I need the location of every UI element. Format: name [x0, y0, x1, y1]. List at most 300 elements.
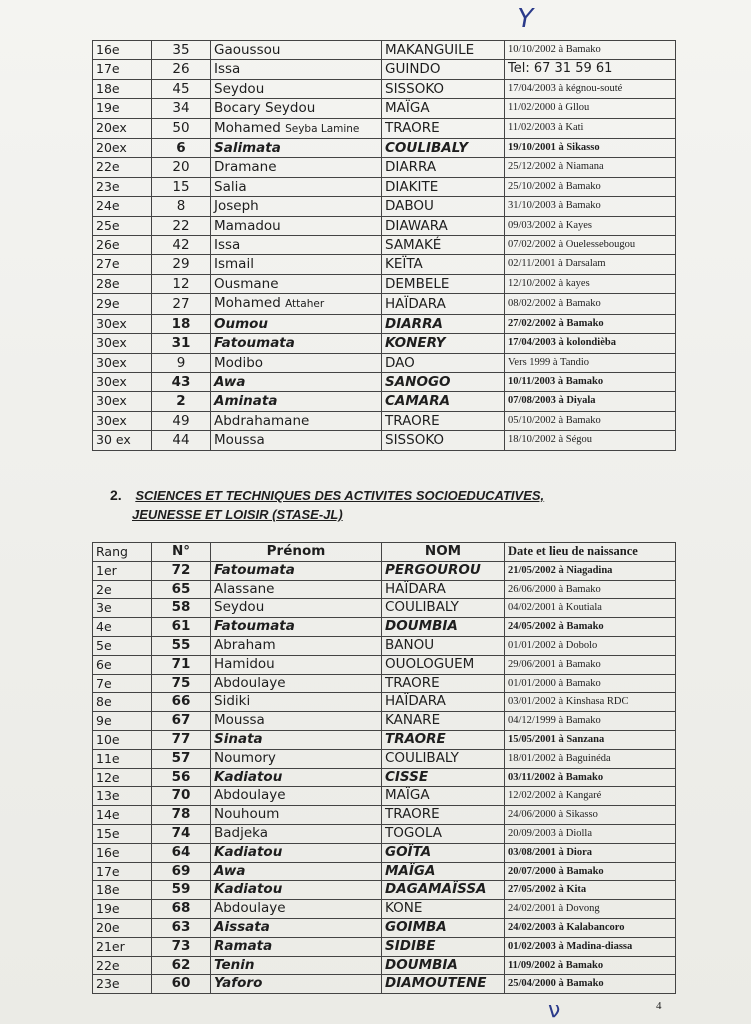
table-header-row [93, 543, 676, 562]
prenom-cell [211, 79, 382, 98]
date-lieu-cell [505, 177, 676, 196]
numero-cell-text: 60 [171, 975, 191, 992]
date-lieu-cell-text: 18/01/2002 à Baguinéda [508, 752, 611, 764]
nom-cell [382, 314, 505, 333]
numero-cell [152, 216, 211, 235]
nom-cell-text: DOUMBIA [385, 956, 458, 973]
date-lieu-cell [505, 674, 676, 693]
table-row [93, 806, 676, 825]
numero-cell [152, 806, 211, 825]
prenom-cell-text: Sidiki [214, 693, 251, 710]
nom-cell-text: DIARRA [385, 315, 443, 332]
rang-cell [93, 768, 152, 787]
section-number: 2. [110, 487, 122, 503]
numero-cell-text: 15 [172, 178, 190, 195]
rang-cell-text: 23e [96, 178, 120, 194]
numero-cell [152, 749, 211, 768]
nom-cell [382, 274, 505, 293]
nom-cell-text: TRAORE [385, 412, 440, 429]
nom-cell-text: SANOGO [385, 373, 451, 390]
prenom-cell-text: Alassane [214, 580, 275, 597]
table-row [93, 294, 676, 314]
numero-cell [152, 975, 211, 994]
rang-cell [93, 139, 152, 158]
numero-cell [152, 674, 211, 693]
prenom-cell [211, 655, 382, 674]
prenom-cell-text: Modibo [214, 354, 264, 371]
nom-cell [382, 975, 505, 994]
prenom-cell-text: Abdoulaye [214, 674, 286, 691]
prenom-cell-text: Moussa [214, 432, 265, 449]
prenom-cell [211, 824, 382, 843]
date-lieu-cell [505, 139, 676, 158]
date-lieu-cell-text: 10/10/2002 à Bamako [508, 44, 601, 55]
prenom-cell [211, 787, 382, 806]
nom-cell [382, 392, 505, 411]
prenom-cell [211, 411, 382, 430]
nom-cell-text: GOIMBA [385, 918, 447, 935]
date-lieu-cell [505, 99, 676, 118]
nom-cell [382, 158, 505, 177]
nom-cell [382, 41, 505, 60]
date-lieu-cell-text: 01/01/2000 à Bamako [508, 677, 601, 689]
date-lieu-cell [505, 693, 676, 712]
date-lieu-cell [505, 580, 676, 599]
prenom-cell-text: Oumou [214, 315, 269, 332]
rang-cell [93, 843, 152, 862]
rang-cell-text: 23e [96, 976, 120, 992]
nom-cell [382, 806, 505, 825]
rang-cell [93, 730, 152, 749]
prenom-cell-text: Salimata [214, 140, 281, 157]
table-row [93, 99, 676, 118]
prenom-cell [211, 236, 382, 255]
date-lieu-cell-text: 04/02/2001 à Koutiala [508, 602, 602, 614]
rang-cell-text: 3e [96, 600, 112, 616]
table-row [93, 768, 676, 787]
rang-cell-text: 12e [96, 769, 120, 785]
prenom-cell-text: Fatoumata [214, 561, 295, 578]
date-lieu-cell-text: 25/04/2000 à Bamako [508, 978, 604, 990]
rang-cell [93, 99, 152, 118]
numero-cell-text: 35 [172, 42, 190, 58]
numero-cell-text: 42 [172, 237, 190, 254]
table-row [93, 216, 676, 235]
rang-cell-text: 19e [96, 100, 120, 116]
numero-cell [152, 255, 211, 274]
nom-cell-text: MAÏGA [385, 787, 430, 804]
date-lieu-cell-text: 03/11/2002 à Bamako [508, 771, 604, 783]
numero-cell [152, 41, 211, 60]
date-lieu-cell [505, 768, 676, 787]
nom-cell-text: TRAORE [385, 120, 440, 137]
table-row [93, 392, 676, 411]
handwritten-mark-top: Y [514, 4, 536, 34]
rang-cell [93, 177, 152, 196]
rang-cell [93, 956, 152, 975]
nom-cell-text: DIAKITE [385, 178, 439, 195]
numero-cell-text: 22 [172, 217, 190, 234]
date-lieu-cell-text: 10/11/2003 à Bamako [508, 375, 604, 387]
table-row [93, 937, 676, 956]
prenom-cell [211, 768, 382, 787]
numero-cell-text: 12 [172, 275, 190, 292]
prenom-cell-text: Noumory [214, 749, 276, 766]
prenom-cell [211, 431, 382, 450]
numero-cell [152, 618, 211, 637]
date-lieu-cell-text: 18/10/2002 à Ségou [508, 434, 592, 446]
date-lieu-cell-text: 04/12/1999 à Bamako [508, 715, 601, 727]
rang-cell [93, 975, 152, 994]
date-lieu-cell [505, 712, 676, 731]
rang-cell [93, 353, 152, 372]
numero-cell [152, 937, 211, 956]
date-lieu-cell [505, 655, 676, 674]
date-lieu-cell [505, 158, 676, 177]
numero-cell-text: 70 [171, 787, 191, 804]
date-lieu-cell-text: 20/09/2003 à Diolla [508, 827, 592, 839]
numero-cell [152, 881, 211, 900]
date-lieu-cell [505, 255, 676, 274]
date-lieu-cell [505, 843, 676, 862]
date-lieu-cell-text: 27/02/2002 à Bamako [508, 317, 604, 329]
nom-cell-text: MAÏGA [385, 862, 436, 879]
prenom-cell [211, 693, 382, 712]
date-lieu-cell [505, 806, 676, 825]
rang-cell-text: 27e [96, 256, 120, 272]
table-row [93, 599, 676, 618]
prenom-cell [211, 843, 382, 862]
prenom-extra-text: Attaher [285, 298, 325, 311]
numero-cell-text: 72 [171, 561, 191, 578]
table-row [93, 177, 676, 196]
nom-cell [382, 749, 505, 768]
numero-cell-text: 58 [171, 599, 191, 616]
prenom-cell-text: Aminata [214, 393, 278, 410]
rang-cell-text: 4e [96, 619, 112, 635]
date-lieu-cell [505, 787, 676, 806]
rang-cell-text: 16e [96, 42, 120, 57]
numero-cell [152, 353, 211, 372]
numero-cell [152, 392, 211, 411]
rang-cell-text: 30ex [96, 393, 127, 409]
rang-cell-text: 18e [96, 80, 120, 96]
date-lieu-cell [505, 636, 676, 655]
prenom-cell [211, 392, 382, 411]
date-lieu-cell [505, 900, 676, 919]
prenom-cell-text: Abraham [214, 636, 276, 653]
prenom-cell [211, 712, 382, 731]
header-rang: Rang [93, 543, 152, 562]
nom-cell [382, 236, 505, 255]
prenom-cell-text: Issa [214, 61, 241, 78]
rang-cell [93, 900, 152, 919]
date-lieu-cell-text: 29/06/2001 à Bamako [508, 658, 601, 670]
nom-cell [382, 599, 505, 618]
rang-cell [93, 693, 152, 712]
rang-cell-text: 5e [96, 637, 112, 653]
numero-cell-text: 59 [171, 881, 191, 898]
date-lieu-cell-text: 11/09/2002 à Bamako [508, 959, 604, 971]
nom-cell [382, 99, 505, 118]
numero-cell-text: 6 [176, 140, 186, 157]
prenom-cell [211, 99, 382, 118]
table-row [93, 561, 676, 580]
date-lieu-cell [505, 431, 676, 450]
rang-cell [93, 216, 152, 235]
rang-cell-text: 26e [96, 237, 120, 253]
prenom-cell [211, 314, 382, 333]
nom-cell-text: HAÏDARA [385, 580, 446, 597]
prenom-cell-text: Mamadou [214, 217, 281, 234]
rang-cell-text: 7e [96, 675, 112, 691]
prenom-cell [211, 177, 382, 196]
nom-cell-text: KANARE [385, 712, 441, 729]
nom-cell-text: OUOLOGUEM [385, 655, 475, 672]
date-lieu-cell-text: 25/12/2002 à Niamana [508, 161, 604, 173]
nom-cell [382, 787, 505, 806]
rang-cell [93, 274, 152, 293]
table-row [93, 712, 676, 731]
rang-cell [93, 561, 152, 580]
table-row [93, 881, 676, 900]
date-lieu-cell-text: 17/04/2003 à kolondièba [508, 337, 616, 349]
prenom-cell [211, 580, 382, 599]
nom-cell-text: HAÏDARA [385, 693, 446, 710]
numero-cell [152, 60, 211, 79]
numero-cell-text: 63 [171, 918, 191, 935]
numero-cell [152, 139, 211, 158]
rang-cell-text: 1er [96, 562, 117, 578]
rang-cell-text: 16e [96, 844, 120, 860]
numero-cell [152, 843, 211, 862]
prenom-cell-text: Aissata [214, 918, 270, 935]
nom-cell-text: HAÏDARA [385, 295, 446, 312]
date-lieu-cell [505, 372, 676, 391]
numero-cell [152, 900, 211, 919]
date-lieu-cell [505, 411, 676, 430]
nom-cell [382, 431, 505, 450]
prenom-cell [211, 900, 382, 919]
date-lieu-cell [505, 216, 676, 235]
section-title-line-2: JEUNESSE ET LOISIR (STASE-JL) [132, 507, 343, 522]
rang-cell-text: 30ex [96, 412, 127, 428]
prenom-cell [211, 60, 382, 79]
nom-cell-text: SISSOKO [385, 432, 445, 449]
prenom-cell-text: Fatoumata [214, 618, 295, 635]
nom-cell-text: KEÏTA [385, 256, 423, 273]
prenom-cell [211, 41, 382, 60]
rang-cell [93, 881, 152, 900]
numero-cell-text: 68 [171, 900, 191, 917]
date-lieu-cell [505, 294, 676, 314]
date-lieu-cell [505, 353, 676, 372]
table-row [93, 197, 676, 216]
date-lieu-cell [505, 881, 676, 900]
numero-cell-text: 67 [171, 712, 191, 729]
nom-cell-text: BANOU [385, 636, 435, 653]
rang-cell-text: 20ex [96, 140, 127, 156]
numero-cell-text: 45 [172, 80, 190, 97]
nom-cell-text: DIAWARA [385, 217, 448, 234]
prenom-cell-text: Awa [214, 862, 246, 879]
date-lieu-cell-text: 02/11/2001 à Darsalam [508, 258, 606, 270]
nom-cell [382, 353, 505, 372]
table-row [93, 636, 676, 655]
prenom-cell-text: Kadiatou [214, 843, 283, 860]
prenom-cell-text: Gaoussou [214, 42, 281, 58]
nom-cell [382, 216, 505, 235]
date-lieu-cell-text: 19/10/2001 à Sikasso [508, 142, 600, 154]
date-lieu-cell-text: 01/01/2002 à Dobolo [508, 639, 598, 651]
numero-cell-text: 66 [171, 693, 191, 710]
rang-cell [93, 411, 152, 430]
date-lieu-cell [505, 918, 676, 937]
nom-cell-text: TRAORE [385, 730, 446, 747]
date-lieu-cell-text: Tel: 67 31 59 61 [508, 61, 613, 77]
page-number: 4 [656, 1000, 662, 1012]
prenom-cell-text: Kadiatou [214, 768, 283, 785]
nom-cell [382, 177, 505, 196]
numero-cell-text: 26 [172, 61, 190, 78]
numero-cell-text: 43 [171, 373, 191, 390]
numero-cell-text: 74 [171, 824, 191, 841]
numero-cell [152, 599, 211, 618]
date-lieu-cell-text: 20/07/2000 à Bamako [508, 865, 604, 877]
numero-cell [152, 787, 211, 806]
prenom-cell [211, 618, 382, 637]
prenom-cell [211, 139, 382, 158]
nom-cell [382, 937, 505, 956]
rang-cell [93, 118, 152, 138]
prenom-cell-text: Dramane [214, 159, 277, 176]
numero-cell-text: 2 [176, 393, 186, 410]
date-lieu-cell [505, 236, 676, 255]
date-lieu-cell-text: 24/05/2002 à Bamako [508, 621, 604, 633]
date-lieu-cell [505, 730, 676, 749]
numero-cell-text: 56 [171, 768, 191, 785]
rang-cell [93, 580, 152, 599]
rang-cell [93, 255, 152, 274]
rang-cell-text: 20e [96, 919, 120, 935]
numero-cell [152, 768, 211, 787]
rang-cell-text: 28e [96, 275, 120, 291]
table-row [93, 956, 676, 975]
rang-cell [93, 918, 152, 937]
prenom-cell [211, 937, 382, 956]
prenom-cell [211, 636, 382, 655]
prenom-cell [211, 599, 382, 618]
nom-cell-text: DABOU [385, 198, 434, 215]
rang-cell-text: 14e [96, 807, 120, 823]
numero-cell-text: 34 [172, 100, 190, 117]
rang-cell-text: 9e [96, 713, 112, 729]
rang-cell [93, 236, 152, 255]
numero-cell [152, 177, 211, 196]
prenom-cell-text: Mohamed [214, 295, 281, 312]
prenom-cell [211, 862, 382, 881]
rang-cell [93, 862, 152, 881]
prenom-cell-text: Moussa [214, 712, 265, 729]
prenom-cell [211, 294, 382, 314]
nom-cell [382, 730, 505, 749]
table-row [93, 787, 676, 806]
numero-cell-text: 27 [172, 295, 190, 312]
nom-cell [382, 712, 505, 731]
nom-cell-text: DAO [385, 354, 415, 371]
date-lieu-cell [505, 561, 676, 580]
nom-cell [382, 79, 505, 98]
table-row [93, 236, 676, 255]
numero-cell [152, 431, 211, 450]
rang-cell-text: 20ex [96, 120, 127, 136]
date-lieu-cell [505, 937, 676, 956]
numero-cell-text: 31 [171, 335, 191, 352]
rang-cell-text: 29e [96, 295, 120, 311]
nom-cell [382, 197, 505, 216]
date-lieu-cell [505, 334, 676, 353]
numero-cell [152, 411, 211, 430]
nom-cell [382, 655, 505, 674]
rang-cell [93, 618, 152, 637]
nom-cell [382, 334, 505, 353]
rang-cell-text: 24e [96, 198, 120, 214]
table-row [93, 580, 676, 599]
date-lieu-cell [505, 749, 676, 768]
numero-cell-text: 57 [171, 749, 191, 766]
prenom-cell-text: Ramata [214, 937, 273, 954]
rang-cell [93, 79, 152, 98]
prenom-cell [211, 216, 382, 235]
stase-jl-results-table [92, 542, 676, 994]
table-row [93, 862, 676, 881]
numero-cell [152, 862, 211, 881]
rang-cell [93, 294, 152, 314]
header-prenom: Prénom [211, 543, 382, 562]
prenom-cell [211, 956, 382, 975]
table-row [93, 274, 676, 293]
nom-cell [382, 618, 505, 637]
date-lieu-cell-text: 21/05/2002 à Niagadina [508, 564, 613, 576]
nom-cell [382, 674, 505, 693]
numero-cell [152, 824, 211, 843]
nom-cell [382, 956, 505, 975]
numero-cell [152, 693, 211, 712]
numero-cell [152, 561, 211, 580]
numero-cell-text: 44 [172, 432, 190, 449]
results-table-body [93, 41, 676, 451]
rang-cell-text: 17e [96, 61, 120, 77]
numero-cell [152, 197, 211, 216]
table-row [93, 79, 676, 98]
date-lieu-cell [505, 862, 676, 881]
nom-cell-text: TRAORE [385, 806, 440, 823]
prenom-cell-text: Sinata [214, 730, 263, 747]
numero-cell [152, 580, 211, 599]
rang-cell-text: 13e [96, 788, 120, 804]
prenom-cell [211, 730, 382, 749]
table-row [93, 674, 676, 693]
rang-cell [93, 431, 152, 450]
nom-cell-text: COULIBALY [385, 749, 459, 766]
numero-cell-text: 50 [172, 120, 190, 137]
numero-cell [152, 79, 211, 98]
nom-cell [382, 693, 505, 712]
rang-cell-text: 21er [96, 938, 125, 954]
prenom-cell-text: Joseph [214, 198, 259, 215]
numero-cell [152, 158, 211, 177]
nom-cell-text: TRAORE [385, 674, 440, 691]
